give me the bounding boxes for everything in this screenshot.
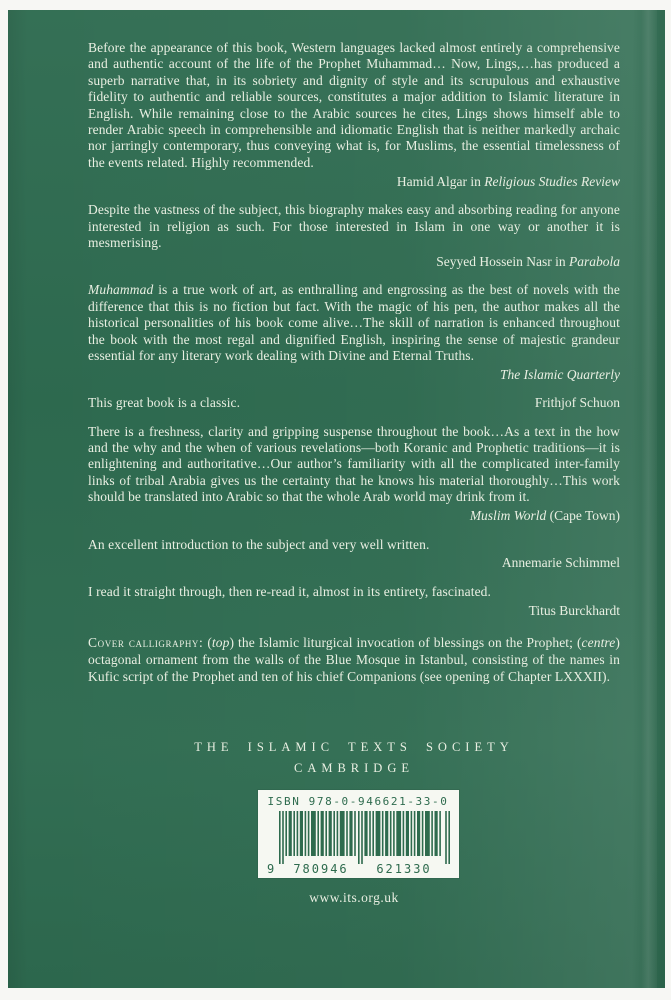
review-attribution (88, 254, 620, 270)
publication-title: Muslim World (469, 508, 547, 524)
colophon-run: ( (203, 635, 212, 651)
review-block-burckhardt (88, 584, 620, 619)
barcode-digit-group: 780946 (293, 862, 349, 877)
barcode-digit-group: 621330 (376, 862, 432, 877)
publisher-imprint (88, 737, 620, 779)
review-text (88, 584, 620, 600)
review-body: Before the appearance of this book, Western languages lacked almost entirely a comprehensive and authentic account of the life of the Prophet Muhammad… Now, Lings,…has produced a superb narrative that, in its sobriety and dignity of style and its scrupulous and exhaustive fidelity to authentic and reliable sources, constitutes a major addition to Islamic literature in English. While remaining close to the Arabic sources he cites, Lings shows himself able to render Arabic speech in comprehensible and idiomatic English that is neither markedly archaic nor jarringly contemporary, thus conveying what is, for Muslims, the essential timelessness of the events related. Highly recommended. (88, 40, 620, 170)
review-attribution (88, 508, 620, 524)
review-block-algar (88, 40, 620, 190)
barcode (258, 790, 459, 878)
publication-title: Parabola (568, 253, 620, 269)
reviewer-name: Seyyed Hossein Nasr in (436, 253, 569, 269)
barcode-bars-icon (263, 810, 453, 876)
review-text (88, 282, 620, 364)
review-text (88, 424, 620, 506)
review-text (88, 202, 620, 251)
colophon-label: Cover calligraphy: (88, 635, 204, 651)
review-text (88, 537, 620, 553)
review-attribution: Annemarie Schimmel (501, 555, 620, 571)
barcode-digit-group: 9 (267, 862, 277, 877)
review-block-nasr (88, 202, 620, 270)
publisher-city: CAMBRIDGE (293, 761, 414, 776)
review-block-schuon (88, 395, 620, 411)
book-title: Muhammad (88, 282, 154, 298)
colophon-run: ) the Islamic liturgical invocation of blessings on the Prophet; ( (229, 635, 582, 651)
review-block-islamic-quarterly (88, 282, 620, 383)
review-attribution: Titus Burckhardt (528, 602, 620, 618)
review-block-schimmel (88, 537, 620, 572)
review-body: Despite the vastness of the subject, this biography makes easy and absorbing reading for anyone interested in religion as such. For those interested in Islam in one way or another it is mesmerising. (88, 202, 620, 250)
publication-title: Religious Studies Review (484, 173, 620, 189)
website-url: www.its.org.uk (309, 890, 399, 906)
review-body: There is a freshness, clarity and gripping suspense throughout the book…As a text in the how and the why and the when of various revelations—both Koranic and Prophetic traditions—it is enlightening and authoritative…Our author’s familiarity with all the complicated inter-family links of tribal Arabia gives us the certainty that he knows his material thoroughly…This work should be translated into Arabic so that the whole Arab world may drink from it. (88, 423, 620, 505)
publication-location: (Cape Town) (546, 508, 620, 524)
review-body: I read it straight through, then re-read it, almost in its entirety, fascinated. (88, 583, 491, 599)
publication-title: The Islamic Quarterly (500, 366, 620, 382)
colophon-text (88, 634, 620, 685)
review-body: is a true work of art, as enthralling and engrossing as the best of novels with the difference that this is no fiction but fact. With the magic of his pen, the author makes all the historical personalities of his book come alive…The skill of narration is enhanced throughout the book with the most regal and dignified English, inspiring the sense of majestic grandeur essential for any literary work dealing with Divine and Eternal Truths. (88, 282, 620, 363)
review-attribution (88, 174, 620, 190)
colophon-run: ) octagonal ornament from the walls of the Blue Mosque in Istanbul, consisting of the names in Kufic script of the Prophet and ten of his chief Companions (see opening of Chapter LXXXII). (88, 635, 620, 685)
review-block-muslim-world (88, 424, 620, 525)
review-body: An excellent introduction to the subject and very well written. (88, 536, 430, 552)
cover-calligraphy-note (88, 634, 620, 685)
book-back-cover (8, 10, 665, 988)
colophon-run-italic: centre (581, 635, 616, 651)
review-text (88, 40, 620, 171)
review-attribution: Frithjof Schuon (534, 395, 620, 411)
colophon-run-italic: top (211, 635, 230, 651)
review-attribution (88, 367, 620, 383)
reviewer-name: Hamid Algar in (396, 173, 485, 189)
isbn-label: ISBN 978-0-946621-33-0 (267, 795, 449, 809)
review-text: This great book is a classic. (88, 395, 241, 411)
publisher-name: THE ISLAMIC TEXTS SOCIETY (194, 740, 514, 755)
cover-content (8, 10, 665, 906)
